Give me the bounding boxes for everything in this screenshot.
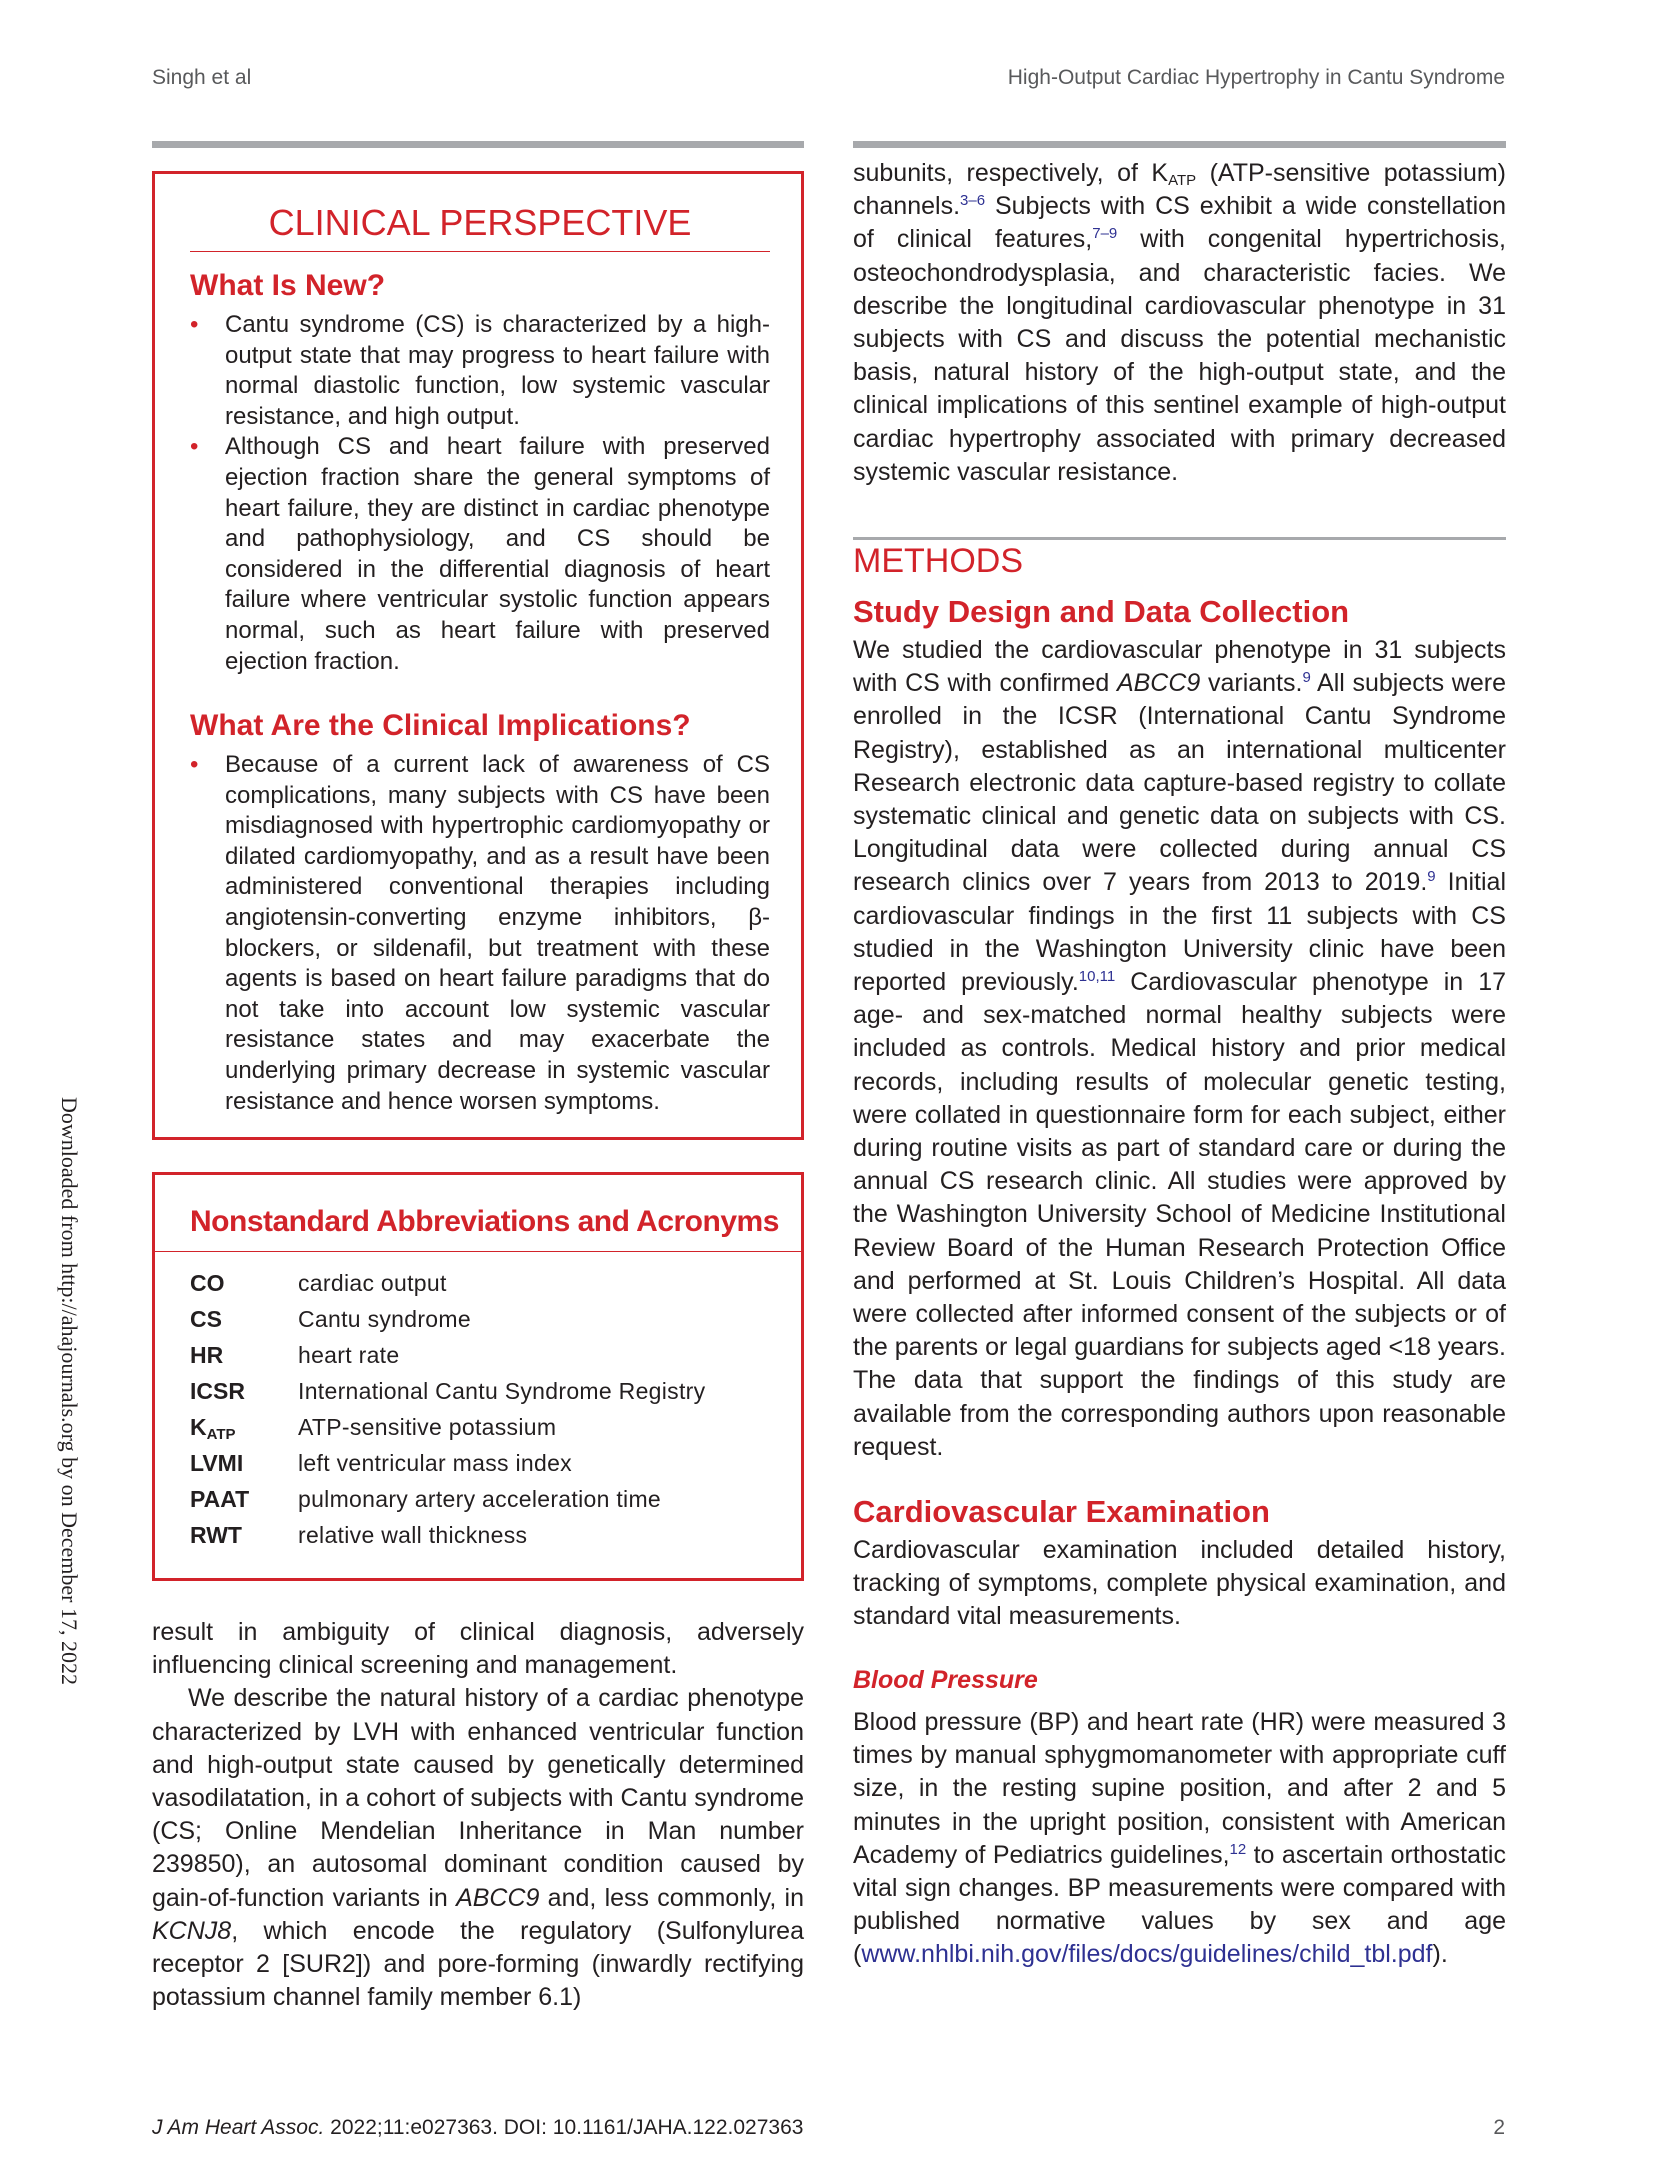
- abbreviation-definition: International Cantu Syndrome Registry: [298, 1377, 706, 1404]
- implications-list: [190, 750, 770, 1117]
- abbreviation-row: [190, 1373, 770, 1409]
- study-design-body: [853, 634, 1506, 1464]
- left-column-body: [152, 1616, 804, 2014]
- clinical-perspective-title: CLINICAL PERSPECTIVE: [268, 202, 692, 243]
- abbreviation-key: CS: [190, 1305, 222, 1332]
- top-rule-right: [853, 141, 1506, 148]
- abbreviation-key: PAAT: [190, 1485, 250, 1512]
- running-head-title: High-Output Cardiac Hypertrophy in Cantu Syndrome: [1007, 66, 1505, 89]
- abbreviations-box: [152, 1172, 804, 1581]
- list-item: • Because of a current lack of awareness of CS complications, many subjects with CS have been misdiagnosed with hypertrophic cardiomyopathy or dilated cardiomyopathy, and as a result have been administered conventional therapies including angiotensin-converting enzyme inhibitors, β-blockers, or sildenafil, but treatment with these agents is based on heart failure paradigms that do not take into account low systemic vascular resistance states and may exacerbate the underlying primary decrease in systemic vascular resistance and hence worsen symptoms.: [190, 750, 770, 1117]
- right-column-intro: [853, 157, 1506, 489]
- abbreviation-definition: cardiac output: [298, 1269, 447, 1296]
- abbreviation-row: [190, 1481, 770, 1517]
- body-paragraph: We studied the cardiovascular phenotype in 31 subjects with CS with confirmed ABCC9 variants.$^9$ All subjects were enrolled in the ICSR (International Cantu Syndrome Registry), established as an international multicenter Research electronic data capture-based registry to collate systematic clinical and genetic data on subjects with CS. Longitudinal data were collected during annual CS research clinics over 7 years from 2013 to 2019.$^9$ Initial cardiovascular findings in the first 11 subjects with CS studied in the Washington University clinic have been reported previously.$^{10,11}$ Cardiovascular phenotype in 17 age- and sex-matched normal healthy subjects were included as controls. Medical history and prior medical records, including results of molecular genetic testing, were collated in questionnaire form for each subject, either during routine visits as part of standard care or during the annual CS research clinic. All studies were approved by the Washington University School of Medicine Institutional Review Board of the Human Research Protection Office and performed at St. Louis Children’s Hospital. All data were collected after informed consent of the subjects or of the parents or legal guardians for subjects aged <18 years. The data that support the findings of this study are available from the corresponding authors upon reasonable request.: [853, 636, 1507, 1461]
- body-paragraph: Cardiovascular examination included detailed history, tracking of symptoms, complete physical examination, and standard vital measurements.: [853, 1536, 1506, 1631]
- what-is-new-heading: What Is New?: [190, 269, 386, 302]
- abbreviations-list: [190, 1265, 770, 1553]
- body-paragraph: Blood pressure (BP) and heart rate (HR) were measured 3 times by manual sphygmomanometer with appropriate cuff size, in the resting supine position, and after 2 and 5 minutes in the upright position, consistent with American Academy of Pediatrics guidelines,$^{12}$ to ascertain orthostatic vital sign changes. BP measurements were compared with published normative values by sex and age (www.nhlbi.nih.gov/files/docs/guidelines/child_tbl.pdf).: [853, 1708, 1506, 1969]
- gene-name: ABCC9: [456, 1883, 540, 1912]
- list-item: • Cantu syndrome (CS) is characterized by a high-output state that may progress to heart failure with normal diastolic function, low systemic vascular resistance, and high output.: [190, 310, 770, 432]
- cv-exam-body: [853, 1534, 1506, 1634]
- gene-name: ABCC9: [1116, 669, 1201, 698]
- body-paragraph: result in ambiguity of clinical diagnosis, adversely influencing clinical screening and management.: [152, 1618, 804, 1680]
- abbreviation-row: [190, 1265, 770, 1301]
- abbreviation-definition: relative wall thickness: [298, 1521, 528, 1548]
- blood-pressure-body: [853, 1706, 1506, 1972]
- implications-heading: What Are the Clinical Implications?: [190, 709, 691, 742]
- methods-heading: METHODS: [853, 542, 1023, 580]
- body-paragraph: We describe the natural history of a cardiac phenotype characterized by LVH with enhanced ventricular function and high-output state caused by genetically determined vasodilatation, in a cohort of subjects with Cantu syndrome (CS; Online Mendelian Inheritance in Man number 239850), an autosomal dominant condition caused by gain-of-function variants in ABCC9 and, less commonly, in KCNJ8, which encode the regulatory (Sulfonylurea receptor 2 [SUR2]) and pore-forming (inwardly rectifying potassium channel family member 6.1): [152, 1684, 804, 2012]
- citation-link[interactable]: 10,11: [1078, 968, 1116, 986]
- list-item: • Although CS and heart failure with preserved ejection fraction share the general symptoms of heart failure, they are distinct in cardiac phenotype and pathophysiology, and CS should be considered in the differential diagnosis of heart failure where ventricular systolic function appears normal, such as heart failure with preserved ejection fraction.: [190, 432, 770, 677]
- abbreviation-row: [190, 1517, 770, 1553]
- abbreviation-key: CO: [190, 1269, 225, 1296]
- abbreviation-row: [190, 1337, 770, 1373]
- abbreviation-definition: ATP-sensitive potassium: [298, 1413, 557, 1440]
- footer-citation: J Am Heart Assoc. 2022;11:e027363. DOI: 10.1161/JAHA.122.027363: [152, 2116, 804, 2139]
- abbreviation-row: [190, 1301, 770, 1337]
- citation-link[interactable]: 7–9: [1092, 225, 1118, 243]
- running-head-authors: Singh et al: [152, 66, 252, 89]
- download-note: Downloaded from http://ahajournals.org by on December 17, 2022: [57, 1097, 82, 1685]
- citation-link[interactable]: 12: [1229, 1840, 1247, 1858]
- abbreviation-key: $K_{ATP}$: [190, 1413, 236, 1443]
- abbreviation-definition: left ventricular mass index: [298, 1449, 572, 1476]
- abbreviation-definition: pulmonary artery acceleration time: [298, 1485, 662, 1512]
- top-rule-left: [152, 141, 804, 148]
- clinical-perspective-box: [152, 171, 804, 1140]
- guidelines-link[interactable]: www.nhlbi.nih.gov/files/docs/guidelines/child_tbl.pdf: [861, 1940, 1433, 1969]
- what-is-new-list: [190, 310, 770, 677]
- abbreviation-definition: heart rate: [298, 1341, 400, 1368]
- abbreviation-definition: Cantu syndrome: [298, 1305, 471, 1332]
- body-paragraph: subunits, respectively, of $K_{ATP}$ (ATP-sensitive potassium) channels.$^{3-6}$ Subjects with CS exhibit a wide constellation of clinical features,$^{7-9}$ with congenital hypertrichosis, osteochondrodysplasia, and characteristic facies. We describe the longitudinal cardiovascular phenotype in 31 subjects with CS and discuss the potential mechanistic basis, natural history of the high-output state, and the clinical implications of this sentinel example of high-output cardiac hypertrophy associated with primary decreased systemic vascular resistance.: [853, 159, 1506, 486]
- abbreviation-row: [190, 1445, 770, 1481]
- citation-link[interactable]: 9: [1302, 669, 1311, 687]
- journal-name: J Am Heart Assoc.: [152, 2116, 325, 2139]
- gene-name: KCNJ8: [152, 1916, 232, 1945]
- citation-link[interactable]: 9: [1427, 868, 1436, 886]
- cv-exam-heading: Cardiovascular Examination: [853, 1494, 1270, 1529]
- blood-pressure-heading: Blood Pressure: [853, 1666, 1038, 1694]
- abbreviation-key: LVMI: [190, 1449, 244, 1476]
- page-number: 2: [1493, 2116, 1505, 2139]
- methods-rule: [853, 537, 1506, 540]
- clinical-perspective-divider: [190, 251, 770, 252]
- study-design-heading: Study Design and Data Collection: [853, 594, 1350, 629]
- abbreviations-divider: [155, 1251, 801, 1252]
- abbreviation-key: ICSR: [190, 1377, 245, 1404]
- citation-link[interactable]: 3–6: [960, 192, 986, 210]
- abbreviations-title: Nonstandard Abbreviations and Acronyms: [190, 1205, 779, 1238]
- abbreviation-key: HR: [190, 1341, 224, 1368]
- abbreviation-key: RWT: [190, 1521, 242, 1548]
- abbreviation-row: [190, 1409, 770, 1445]
